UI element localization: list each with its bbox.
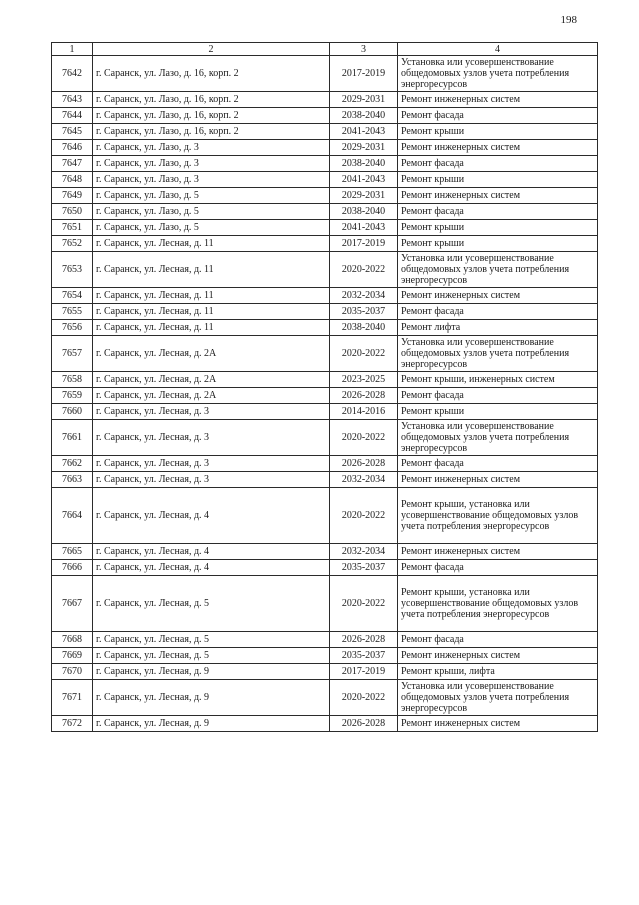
- table-row: [52, 404, 598, 420]
- row-period: 2038-2040: [330, 156, 398, 172]
- table-row: [52, 320, 598, 336]
- table-row: [52, 420, 598, 456]
- row-period: 2020-2022: [330, 420, 398, 456]
- row-number: 7650: [52, 204, 93, 220]
- row-period: 2035-2037: [330, 560, 398, 576]
- row-period: 2032-2034: [330, 472, 398, 488]
- table-row: [52, 544, 598, 560]
- row-work-type: Ремонт фасада: [398, 204, 598, 220]
- table-row: [52, 576, 598, 632]
- row-number: 7660: [52, 404, 93, 420]
- row-address: г. Саранск, ул. Лесная, д. 2А: [93, 336, 330, 372]
- row-address: г. Саранск, ул. Лесная, д. 5: [93, 648, 330, 664]
- row-address: г. Саранск, ул. Лесная, д. 2А: [93, 372, 330, 388]
- row-number: 7644: [52, 108, 93, 124]
- table-row: [52, 220, 598, 236]
- row-work-type: Ремонт инженерных систем: [398, 472, 598, 488]
- row-number: 7654: [52, 288, 93, 304]
- table-row: [52, 336, 598, 372]
- row-address: г. Саранск, ул. Лазо, д. 3: [93, 172, 330, 188]
- row-address: г. Саранск, ул. Лесная, д. 3: [93, 420, 330, 456]
- row-address: г. Саранск, ул. Лесная, д. 9: [93, 664, 330, 680]
- row-number: 7646: [52, 140, 93, 156]
- row-work-type: Ремонт крыши: [398, 236, 598, 252]
- table-row: [52, 140, 598, 156]
- table-row: [52, 304, 598, 320]
- row-address: г. Саранск, ул. Лесная, д. 11: [93, 304, 330, 320]
- row-address: г. Саранск, ул. Лесная, д. 11: [93, 236, 330, 252]
- row-address: г. Саранск, ул. Лесная, д. 5: [93, 632, 330, 648]
- row-address: г. Саранск, ул. Лесная, д. 2А: [93, 388, 330, 404]
- row-address: г. Саранск, ул. Лесная, д. 9: [93, 680, 330, 716]
- row-number: 7667: [52, 576, 93, 632]
- row-period: 2017-2019: [330, 56, 398, 92]
- row-address: г. Саранск, ул. Лазо, д. 5: [93, 204, 330, 220]
- row-work-type: Ремонт фасада: [398, 560, 598, 576]
- row-work-type: Ремонт фасада: [398, 156, 598, 172]
- table-row: [52, 156, 598, 172]
- row-work-type: Ремонт фасада: [398, 388, 598, 404]
- row-work-type: Ремонт инженерных систем: [398, 140, 598, 156]
- row-address: г. Саранск, ул. Лазо, д. 3: [93, 140, 330, 156]
- row-work-type: Установка или усовершенствование общедомовых узлов учета потребления энергоресурсов: [398, 680, 598, 716]
- row-address: г. Саранск, ул. Лесная, д. 3: [93, 456, 330, 472]
- table-row: [52, 252, 598, 288]
- row-address: г. Саранск, ул. Лазо, д. 3: [93, 156, 330, 172]
- row-period: 2020-2022: [330, 488, 398, 544]
- table-row: [52, 372, 598, 388]
- row-number: 7668: [52, 632, 93, 648]
- row-work-type: Установка или усовершенствование общедомовых узлов учета потребления энергоресурсов: [398, 420, 598, 456]
- row-period: 2020-2022: [330, 576, 398, 632]
- row-number: 7643: [52, 92, 93, 108]
- row-period: 2017-2019: [330, 236, 398, 252]
- row-work-type: Ремонт крыши: [398, 172, 598, 188]
- row-number: 7649: [52, 188, 93, 204]
- row-work-type: Ремонт крыши, лифта: [398, 664, 598, 680]
- table-row: [52, 632, 598, 648]
- row-period: 2029-2031: [330, 188, 398, 204]
- row-work-type: Ремонт крыши: [398, 220, 598, 236]
- row-period: 2026-2028: [330, 632, 398, 648]
- row-work-type: Ремонт крыши, установка или усовершенствование общедомовых узлов учета потребления энергоресурсов: [398, 488, 598, 544]
- row-address: г. Саранск, ул. Лесная, д. 11: [93, 252, 330, 288]
- row-number: 7652: [52, 236, 93, 252]
- row-work-type: Ремонт инженерных систем: [398, 716, 598, 732]
- row-number: 7664: [52, 488, 93, 544]
- row-period: 2041-2043: [330, 220, 398, 236]
- row-period: 2032-2034: [330, 544, 398, 560]
- column-header-1: 1: [52, 43, 93, 56]
- table-row: [52, 560, 598, 576]
- row-period: 2038-2040: [330, 204, 398, 220]
- row-address: г. Саранск, ул. Лазо, д. 5: [93, 188, 330, 204]
- row-period: 2041-2043: [330, 124, 398, 140]
- row-number: 7645: [52, 124, 93, 140]
- row-address: г. Саранск, ул. Лесная, д. 11: [93, 320, 330, 336]
- row-number: 7648: [52, 172, 93, 188]
- row-address: г. Саранск, ул. Лесная, д. 4: [93, 560, 330, 576]
- row-address: г. Саранск, ул. Лесная, д. 11: [93, 288, 330, 304]
- row-number: 7661: [52, 420, 93, 456]
- row-period: 2026-2028: [330, 388, 398, 404]
- row-period: 2041-2043: [330, 172, 398, 188]
- row-address: г. Саранск, ул. Лесная, д. 9: [93, 716, 330, 732]
- table-row: [52, 488, 598, 544]
- table-row: [52, 236, 598, 252]
- row-work-type: Установка или усовершенствование общедомовых узлов учета потребления энергоресурсов: [398, 252, 598, 288]
- table-row: [52, 92, 598, 108]
- row-period: 2026-2028: [330, 716, 398, 732]
- column-header-4: 4: [398, 43, 598, 56]
- row-work-type: Установка или усовершенствование общедомовых узлов учета потребления энергоресурсов: [398, 56, 598, 92]
- row-period: 2026-2028: [330, 456, 398, 472]
- table-row: [52, 456, 598, 472]
- row-number: 7671: [52, 680, 93, 716]
- row-period: 2035-2037: [330, 304, 398, 320]
- row-work-type: Ремонт крыши: [398, 124, 598, 140]
- row-address: г. Саранск, ул. Лесная, д. 5: [93, 576, 330, 632]
- row-number: 7666: [52, 560, 93, 576]
- row-period: 2014-2016: [330, 404, 398, 420]
- row-number: 7647: [52, 156, 93, 172]
- row-number: 7653: [52, 252, 93, 288]
- table-row: [52, 124, 598, 140]
- table-body: [52, 56, 598, 732]
- row-number: 7672: [52, 716, 93, 732]
- row-work-type: Ремонт инженерных систем: [398, 288, 598, 304]
- page-number: 198: [560, 14, 577, 26]
- row-address: г. Саранск, ул. Лазо, д. 16, корп. 2: [93, 108, 330, 124]
- table-row: [52, 172, 598, 188]
- column-header-3: 3: [330, 43, 398, 56]
- row-address: г. Саранск, ул. Лазо, д. 16, корп. 2: [93, 56, 330, 92]
- table-row: [52, 716, 598, 732]
- row-period: 2029-2031: [330, 140, 398, 156]
- row-number: 7670: [52, 664, 93, 680]
- table-row: [52, 664, 598, 680]
- row-number: 7659: [52, 388, 93, 404]
- row-period: 2023-2025: [330, 372, 398, 388]
- table-row: [52, 204, 598, 220]
- registry-table: [51, 42, 598, 732]
- row-work-type: Ремонт крыши: [398, 404, 598, 420]
- row-period: 2038-2040: [330, 320, 398, 336]
- table-row: [52, 388, 598, 404]
- row-address: г. Саранск, ул. Лесная, д. 4: [93, 488, 330, 544]
- row-work-type: Ремонт инженерных систем: [398, 92, 598, 108]
- row-address: г. Саранск, ул. Лесная, д. 4: [93, 544, 330, 560]
- row-work-type: Ремонт фасада: [398, 632, 598, 648]
- row-work-type: Ремонт крыши, установка или усовершенствование общедомовых узлов учета потребления энергоресурсов: [398, 576, 598, 632]
- row-period: 2029-2031: [330, 92, 398, 108]
- row-work-type: Ремонт инженерных систем: [398, 544, 598, 560]
- row-period: 2032-2034: [330, 288, 398, 304]
- row-work-type: Ремонт крыши, инженерных систем: [398, 372, 598, 388]
- row-work-type: Ремонт инженерных систем: [398, 188, 598, 204]
- row-address: г. Саранск, ул. Лазо, д. 16, корп. 2: [93, 124, 330, 140]
- table-row: [52, 472, 598, 488]
- table-row: [52, 288, 598, 304]
- row-number: 7657: [52, 336, 93, 372]
- row-work-type: Установка или усовершенствование общедомовых узлов учета потребления энергоресурсов: [398, 336, 598, 372]
- table-row: [52, 108, 598, 124]
- row-number: 7642: [52, 56, 93, 92]
- row-number: 7669: [52, 648, 93, 664]
- table-row: [52, 56, 598, 92]
- row-number: 7651: [52, 220, 93, 236]
- row-work-type: Ремонт фасада: [398, 456, 598, 472]
- row-address: г. Саранск, ул. Лесная, д. 3: [93, 472, 330, 488]
- row-period: 2038-2040: [330, 108, 398, 124]
- row-number: 7658: [52, 372, 93, 388]
- row-address: г. Саранск, ул. Лазо, д. 5: [93, 220, 330, 236]
- table-row: [52, 648, 598, 664]
- row-number: 7656: [52, 320, 93, 336]
- column-header-2: 2: [93, 43, 330, 56]
- table-row: [52, 188, 598, 204]
- row-period: 2035-2037: [330, 648, 398, 664]
- row-work-type: Ремонт фасада: [398, 304, 598, 320]
- row-address: г. Саранск, ул. Лесная, д. 3: [93, 404, 330, 420]
- table-header-row: [52, 43, 598, 56]
- row-number: 7663: [52, 472, 93, 488]
- row-number: 7665: [52, 544, 93, 560]
- row-address: г. Саранск, ул. Лазо, д. 16, корп. 2: [93, 92, 330, 108]
- row-period: 2020-2022: [330, 252, 398, 288]
- row-period: 2017-2019: [330, 664, 398, 680]
- row-work-type: Ремонт лифта: [398, 320, 598, 336]
- table-row: [52, 680, 598, 716]
- row-period: 2020-2022: [330, 680, 398, 716]
- row-work-type: Ремонт инженерных систем: [398, 648, 598, 664]
- row-period: 2020-2022: [330, 336, 398, 372]
- row-number: 7662: [52, 456, 93, 472]
- row-number: 7655: [52, 304, 93, 320]
- row-work-type: Ремонт фасада: [398, 108, 598, 124]
